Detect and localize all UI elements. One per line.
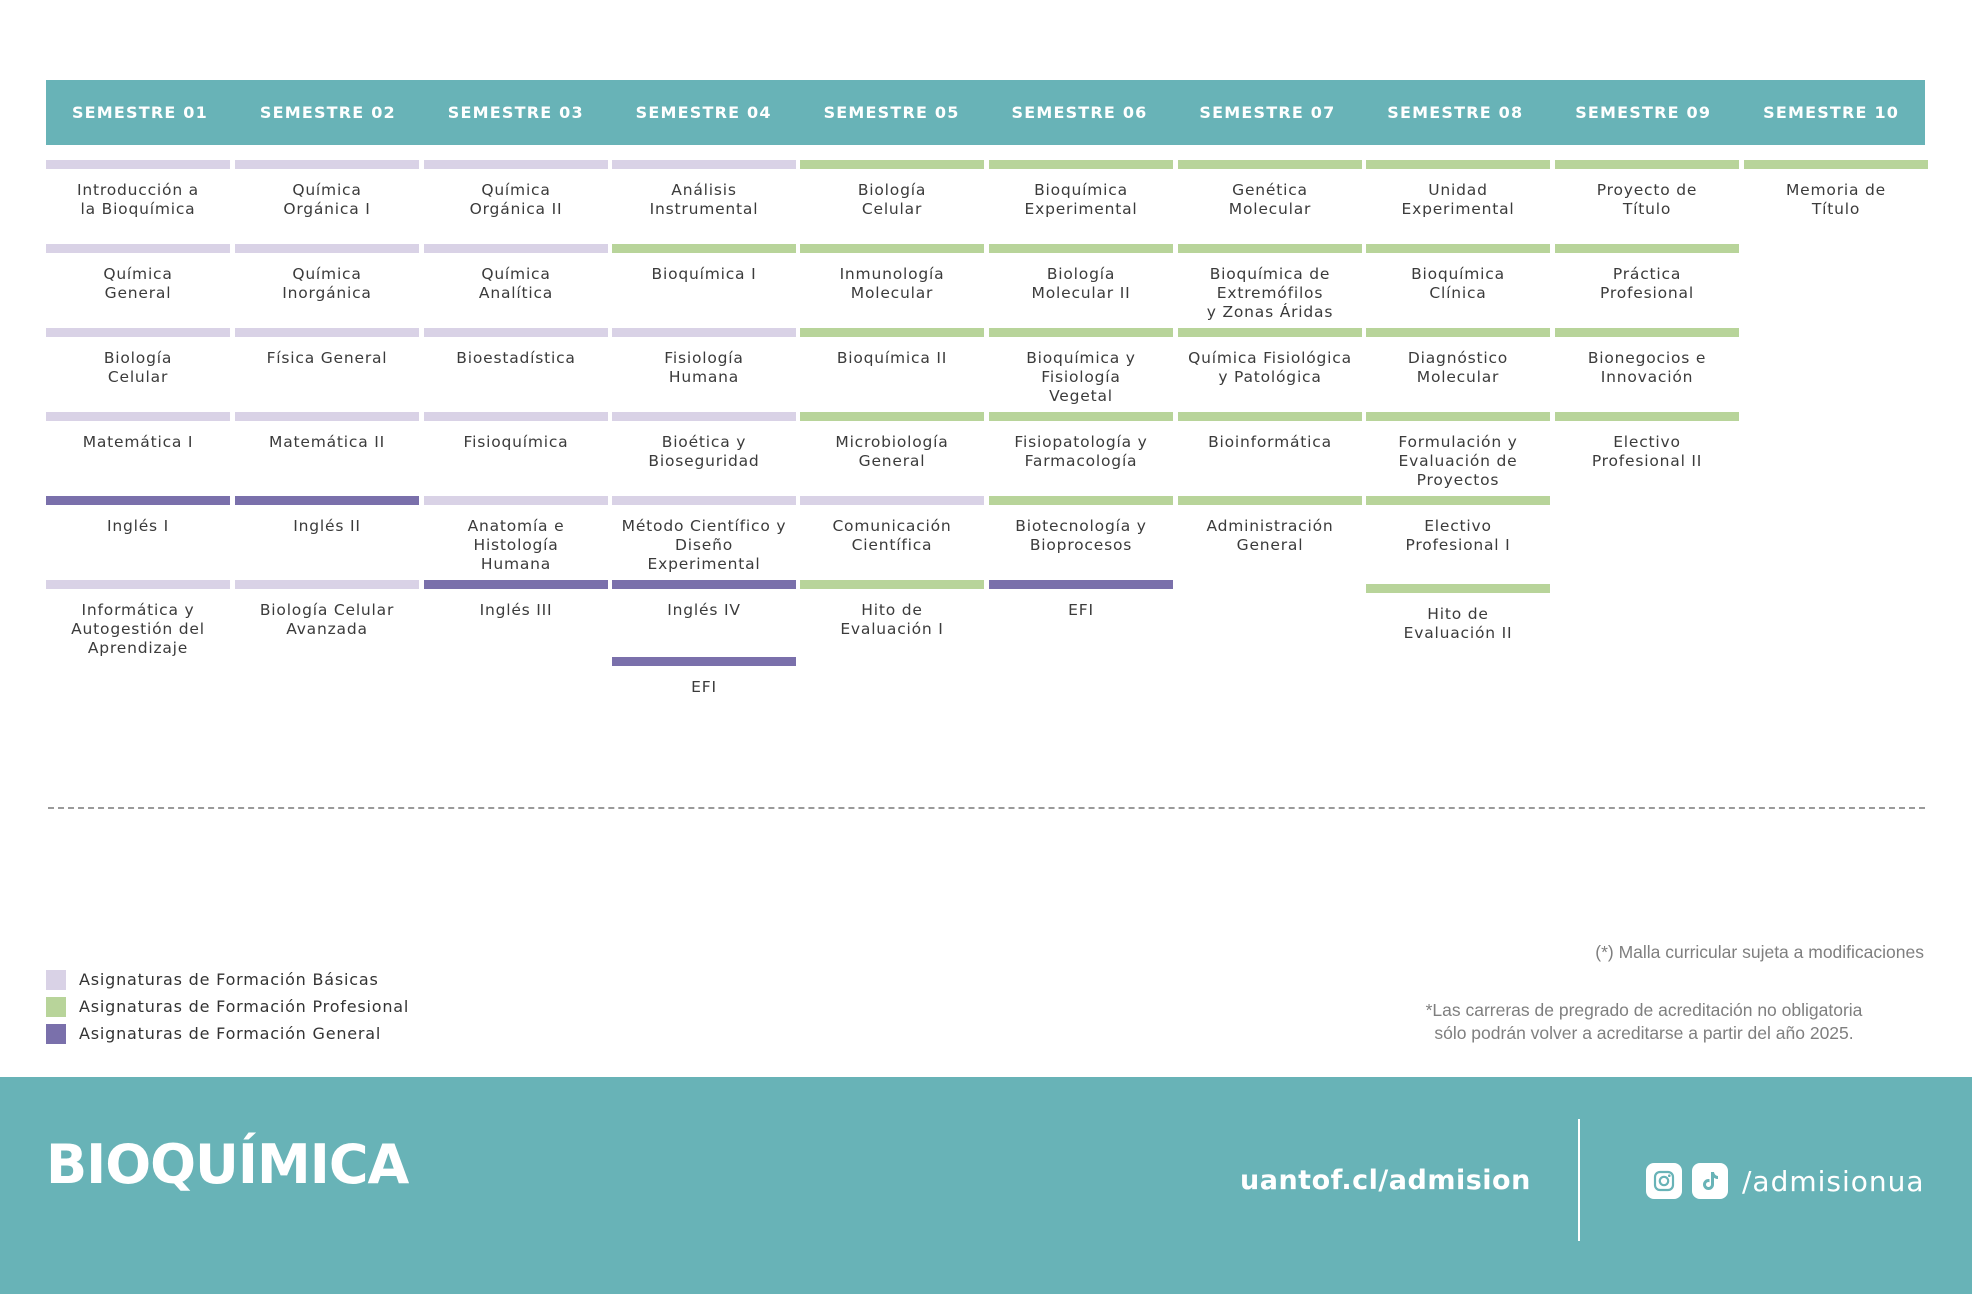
course-type-strip	[424, 328, 608, 337]
course-card	[612, 412, 796, 471]
course-type-strip	[612, 580, 796, 589]
footer-divider	[1578, 1119, 1580, 1241]
course-card	[989, 412, 1173, 471]
course-type-strip	[424, 160, 608, 169]
course-type-strip	[612, 328, 796, 337]
course-name: Inglés I	[106, 517, 170, 535]
course-card	[1178, 160, 1362, 219]
course-name: Memoria de Título	[1786, 181, 1886, 218]
course-name: Bioquímica II	[836, 349, 948, 367]
course-name: Unidad Experimental	[1401, 181, 1515, 218]
social-links	[1646, 1163, 1925, 1199]
course-card	[235, 496, 419, 536]
course-type-strip	[1178, 160, 1362, 169]
course-type-strip	[800, 160, 984, 169]
course-name: Fisiología Humana	[664, 349, 744, 386]
course-card	[989, 160, 1173, 219]
course-card	[46, 580, 230, 658]
course-type-strip	[612, 496, 796, 505]
course-name: Diagnóstico Molecular	[1407, 349, 1509, 386]
course-card	[989, 244, 1173, 303]
course-name: EFI	[1068, 601, 1094, 619]
semester-heading: SEMESTRE 09	[1575, 103, 1712, 122]
course-type-strip	[989, 244, 1173, 253]
course-type-strip	[235, 580, 419, 589]
course-card	[424, 160, 608, 219]
course-type-strip	[424, 244, 608, 253]
course-card	[1555, 244, 1739, 303]
course-type-strip	[612, 657, 796, 666]
course-name: Proyecto de Título	[1596, 181, 1698, 218]
course-name: Biología Molecular II	[1031, 265, 1131, 302]
course-type-strip	[1555, 160, 1739, 169]
course-type-strip	[424, 412, 608, 421]
footer	[0, 1077, 1972, 1294]
course-card	[1555, 328, 1739, 387]
legend	[46, 966, 409, 1047]
course-name: Química General	[103, 265, 173, 302]
course-card	[46, 160, 230, 219]
course-card	[424, 328, 608, 368]
course-name: Física General	[266, 349, 388, 367]
course-name: Fisiopatología y Farmacología	[1014, 433, 1148, 470]
course-type-strip	[1366, 412, 1550, 421]
course-name: Administración General	[1206, 517, 1334, 554]
course-name: Comunicación Científica	[832, 517, 952, 554]
course-type-strip	[1366, 160, 1550, 169]
curriculum-grid	[46, 160, 1925, 720]
course-type-strip	[800, 244, 984, 253]
course-type-strip	[46, 244, 230, 253]
course-name: Bioquímica I	[651, 265, 757, 283]
course-type-strip	[1178, 496, 1362, 505]
brand-title: BIOQUÍMICA	[46, 1133, 409, 1196]
course-name: Bioestadística	[456, 349, 576, 367]
course-card	[235, 160, 419, 219]
course-card	[235, 244, 419, 303]
course-card	[1178, 412, 1362, 452]
course-name: Hito de Evaluación I	[840, 601, 944, 638]
course-card	[989, 496, 1173, 555]
course-name: Química Fisiológica y Patológica	[1188, 349, 1352, 386]
course-name: Microbiología General	[835, 433, 949, 470]
course-type-strip	[1744, 160, 1928, 169]
course-card	[1744, 160, 1928, 219]
course-card	[235, 328, 419, 368]
course-card	[800, 580, 984, 639]
course-name: EFI	[691, 678, 717, 696]
course-type-strip	[46, 580, 230, 589]
course-card	[424, 412, 608, 452]
semester-heading: SEMESTRE 03	[447, 103, 584, 122]
course-card	[1555, 160, 1739, 219]
note-modificaciones: (*) Malla curricular sujeta a modificaciones	[1595, 942, 1924, 962]
course-card	[800, 496, 984, 555]
course-name: Bioética y Bioseguridad	[648, 433, 760, 470]
course-name: Biología Celular	[103, 349, 173, 386]
course-card	[1178, 328, 1362, 387]
course-type-strip	[235, 496, 419, 505]
course-type-strip	[1366, 496, 1550, 505]
course-type-strip	[612, 160, 796, 169]
course-type-strip	[800, 412, 984, 421]
course-name: Química Orgánica I	[283, 181, 371, 218]
course-name: Inglés IV	[667, 601, 741, 619]
course-name: Método Científico y Diseño Experimental	[621, 517, 787, 573]
course-type-strip	[424, 496, 608, 505]
semester-heading: SEMESTRE 04	[635, 103, 772, 122]
instagram-icon[interactable]	[1646, 1163, 1682, 1199]
legend-item	[46, 993, 409, 1020]
course-name: Práctica Profesional	[1600, 265, 1694, 302]
course-name: Hito de Evaluación II	[1403, 605, 1513, 642]
course-type-strip	[46, 160, 230, 169]
course-card	[612, 328, 796, 387]
course-type-strip	[235, 328, 419, 337]
semester-heading: SEMESTRE 07	[1199, 103, 1336, 122]
course-name: Matemática I	[82, 433, 194, 451]
course-name: Informática y Autogestión del Aprendizaje	[71, 601, 205, 657]
course-name: Bioquímica Experimental	[1024, 181, 1138, 218]
course-card	[989, 328, 1173, 406]
legend-label: Asignaturas de Formación General	[79, 1024, 382, 1043]
course-type-strip	[1178, 328, 1362, 337]
course-type-strip	[1366, 584, 1550, 593]
course-card	[800, 328, 984, 368]
course-card	[46, 328, 230, 387]
legend-item	[46, 966, 409, 993]
semester-header	[46, 80, 1925, 145]
course-name: Anatomía e Histología Humana	[467, 517, 565, 573]
course-type-strip	[235, 244, 419, 253]
course-type-strip	[989, 160, 1173, 169]
semester-heading: SEMESTRE 06	[1011, 103, 1148, 122]
course-name: Biología Celular Avanzada	[259, 601, 395, 638]
course-name: Química Analítica	[478, 265, 554, 302]
legend-swatch	[46, 997, 66, 1017]
dashed-divider	[48, 807, 1925, 809]
course-type-strip	[989, 496, 1173, 505]
course-card	[1555, 412, 1739, 471]
semester-heading: SEMESTRE 02	[259, 103, 396, 122]
course-name: Introducción a la Bioquímica	[77, 181, 199, 218]
course-type-strip	[46, 328, 230, 337]
course-name: Fisioquímica	[463, 433, 569, 451]
course-type-strip	[1366, 244, 1550, 253]
course-card	[1366, 496, 1550, 555]
course-card	[1366, 584, 1550, 643]
course-card	[612, 580, 796, 620]
course-type-strip	[800, 580, 984, 589]
course-name: Bioquímica y Fisiología Vegetal	[1026, 349, 1136, 405]
course-name: Electivo Profesional II	[1591, 433, 1703, 470]
course-type-strip	[612, 412, 796, 421]
course-card	[800, 160, 984, 219]
course-card	[1366, 412, 1550, 490]
legend-label: Asignaturas de Formación Básicas	[79, 970, 379, 989]
course-type-strip	[989, 328, 1173, 337]
course-card	[1178, 244, 1362, 322]
course-name: Biología Celular	[857, 181, 927, 218]
course-name: Bioquímica de Extremófilos y Zonas Áridas	[1206, 265, 1334, 321]
course-type-strip	[46, 496, 230, 505]
course-name: Bioquímica Clínica	[1411, 265, 1505, 302]
semester-heading: SEMESTRE 10	[1763, 103, 1900, 122]
course-card	[1178, 496, 1362, 555]
course-type-strip	[235, 412, 419, 421]
course-name: Biotecnología y Bioprocesos	[1015, 517, 1147, 554]
course-card	[1366, 160, 1550, 219]
course-type-strip	[1366, 328, 1550, 337]
course-type-strip	[800, 496, 984, 505]
course-type-strip	[1555, 328, 1739, 337]
course-type-strip	[989, 580, 1173, 589]
course-card	[612, 496, 796, 574]
course-card	[612, 657, 796, 697]
social-handle[interactable]: /admisionua	[1742, 1164, 1925, 1198]
course-type-strip	[1555, 412, 1739, 421]
legend-label: Asignaturas de Formación Profesional	[79, 997, 410, 1016]
course-name: Genética Molecular	[1228, 181, 1312, 218]
course-type-strip	[1178, 412, 1362, 421]
semester-heading: SEMESTRE 08	[1387, 103, 1524, 122]
tiktok-icon[interactable]	[1692, 1163, 1728, 1199]
course-name: Análisis Instrumental	[649, 181, 759, 218]
course-name: Bioinformática	[1208, 433, 1332, 451]
course-name: Inmunología Molecular	[839, 265, 945, 302]
legend-item	[46, 1020, 409, 1047]
semester-heading: SEMESTRE 01	[71, 103, 208, 122]
course-card	[235, 412, 419, 452]
note-acreditacion: *Las carreras de pregrado de acreditación no obligatoria sólo podrán volver a acreditarse a partir del año 2025.	[1425, 1000, 1863, 1043]
course-card	[612, 244, 796, 284]
website-link[interactable]: uantof.cl/admision	[1240, 1165, 1531, 1196]
course-name: Química Inorgánica	[282, 265, 372, 302]
course-type-strip	[46, 412, 230, 421]
legend-swatch	[46, 970, 66, 990]
course-card	[1366, 244, 1550, 303]
course-name: Química Orgánica II	[469, 181, 563, 218]
course-name: Inglés III	[479, 601, 553, 619]
course-card	[424, 580, 608, 620]
course-type-strip	[612, 244, 796, 253]
course-card	[612, 160, 796, 219]
course-card	[424, 496, 608, 574]
course-type-strip	[800, 328, 984, 337]
course-card	[1366, 328, 1550, 387]
course-card	[800, 412, 984, 471]
course-card	[800, 244, 984, 303]
course-card	[46, 412, 230, 452]
course-name: Matemática II	[269, 433, 385, 451]
course-name: Bionegocios e Innovación	[1587, 349, 1707, 386]
course-type-strip	[989, 412, 1173, 421]
course-name: Formulación y Evaluación de Proyectos	[1398, 433, 1518, 489]
course-card	[235, 580, 419, 639]
course-card	[46, 496, 230, 536]
course-type-strip	[1555, 244, 1739, 253]
course-name: Inglés II	[293, 517, 361, 535]
legend-swatch	[46, 1024, 66, 1044]
semester-heading: SEMESTRE 05	[823, 103, 960, 122]
course-card	[989, 580, 1173, 620]
course-type-strip	[235, 160, 419, 169]
course-card	[46, 244, 230, 303]
course-name: Electivo Profesional I	[1405, 517, 1511, 554]
course-card	[424, 244, 608, 303]
course-type-strip	[424, 580, 608, 589]
course-type-strip	[1178, 244, 1362, 253]
